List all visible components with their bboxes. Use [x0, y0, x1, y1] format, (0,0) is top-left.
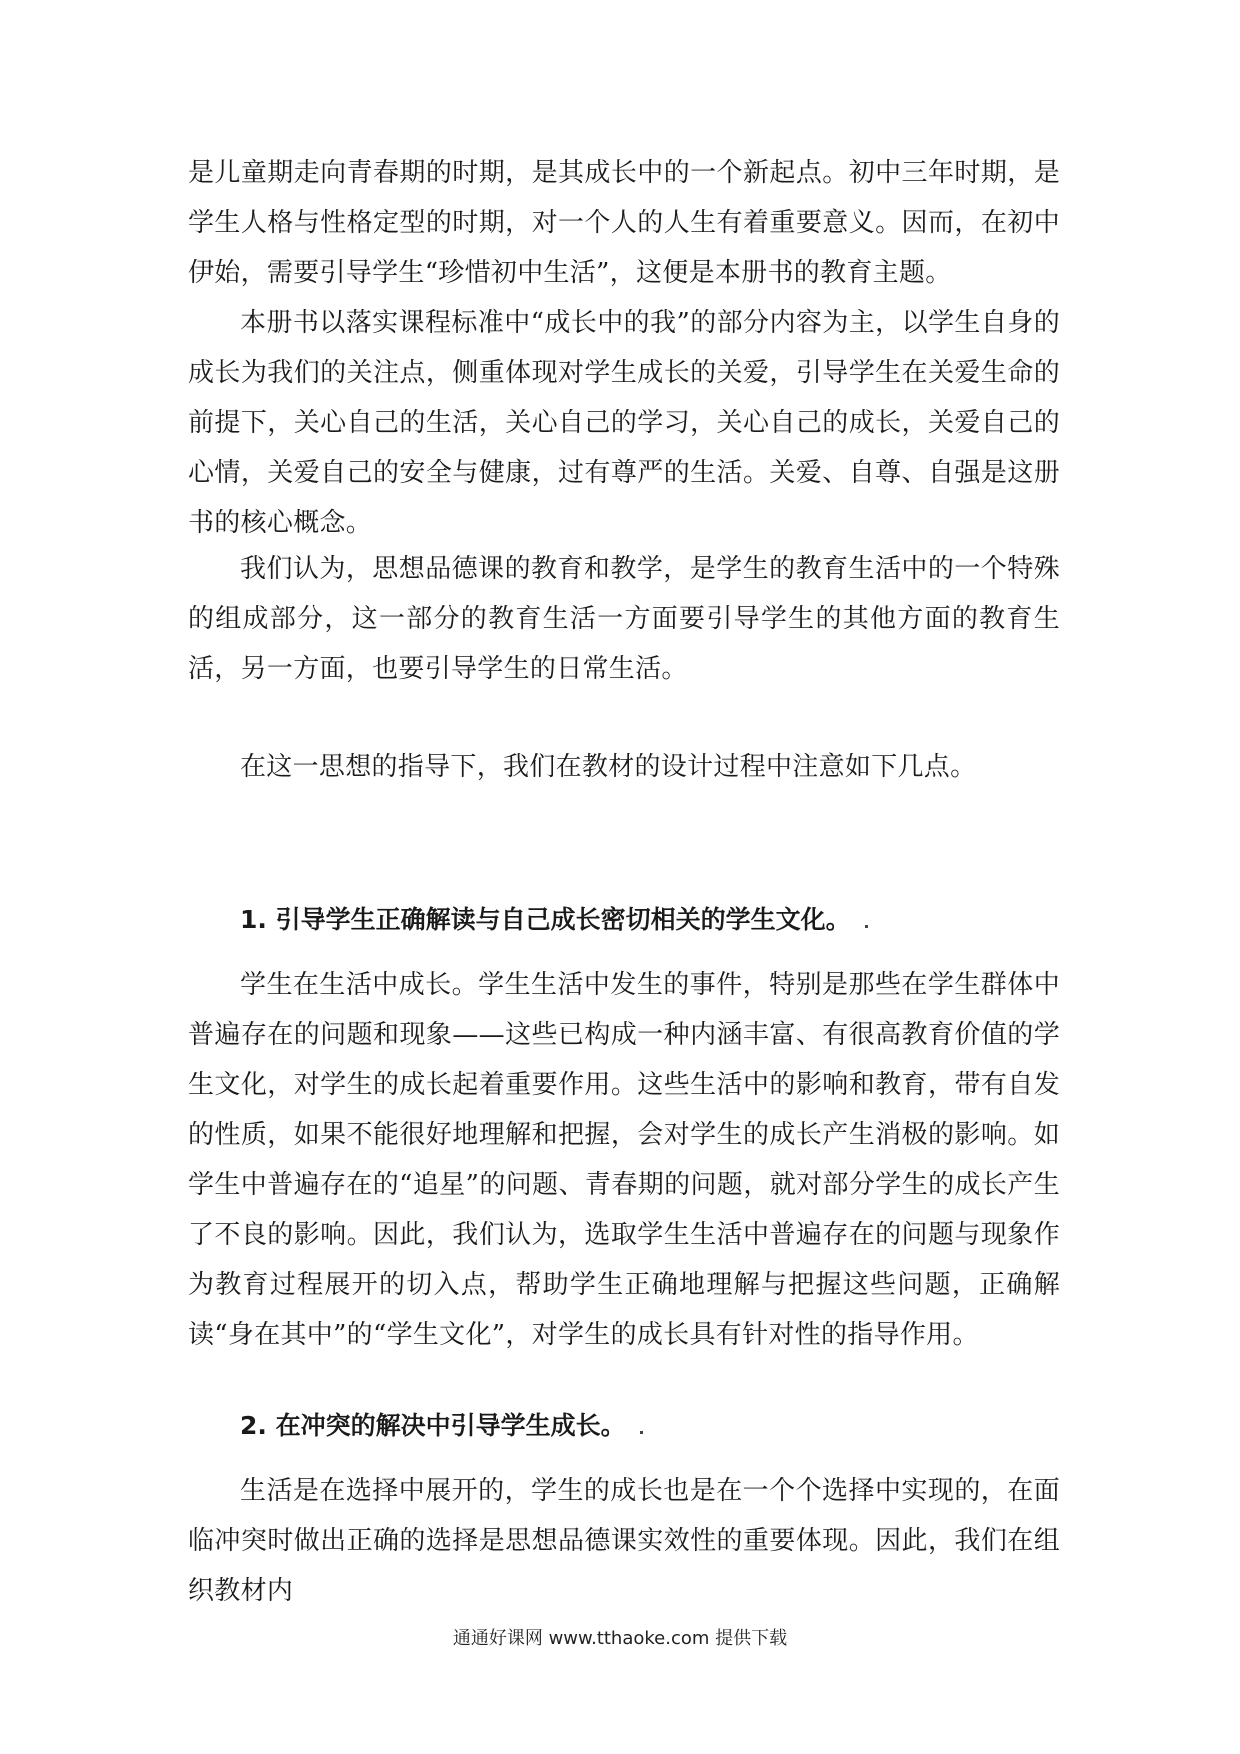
- section-2-body: 生活是在选择中展开的，学生的成长也是在一个个选择中实现的，在面临冲突时做出正确的选择是思想品德课实效性的重要体现。因此，我们在组织教材内: [188, 1476, 1060, 1606]
- heading-end-mark: [640, 1431, 643, 1434]
- section-1-body: 学生在生活中成长。学生生活中发生的事件，特别是那些在学生群体中普遍存在的问题和现象——这些已构成一种内涵丰富、有很高教育价值的学生文化，对学生的成长起着重要作用。这些生活中的影响和教育，带有自发的性质，如果不能很好地理解和把握，会对学生的成长产生消极的影响。如学生中普遍存在的“追星”的问题、青春期的问题，就对部分学生的成长产生了不良的影响。因此，我们认为，选取学生生活中普遍存在的问题与现象作为教育过程展开的切入点，帮助学生正确地理解与把握这些问题，正确解读“身在其中”的“学生文化”，对学生的成长具有针对性的指导作用。: [188, 970, 1060, 1350]
- book-focus-paragraph: 本册书以落实课程标准中“成长中的我”的部分内容为主，以学生自身的成长为我们的关注点，侧重体现对学生成长的关爱，引导学生在关爱生命的前提下，关心自己的生活，关心自己的学习，关心自己的成长，关爱自己的心情，关爱自己的安全与健康，过有尊严的生活。关爱、自尊、自强是这册书的核心概念。: [188, 308, 1060, 538]
- section-2-heading: [240, 1406, 1060, 1446]
- view-paragraph: 我们认为，思想品德课的教育和教学，是学生的教育生活中的一个特殊的组成部分，这一部分的教育生活一方面要引导学生的其他方面的教育生活，另一方面，也要引导学生的日常生活。: [188, 554, 1060, 684]
- guidance-paragraph: 在这一思想的指导下，我们在教材的设计过程中注意如下几点。: [240, 752, 977, 782]
- download-footer: 通通好课网 www.tthaoke.com 提供下载: [452, 1628, 788, 1649]
- heading-end-mark: [865, 925, 868, 928]
- section-1-heading-text: 1. 引导学生正确解读与自己成长密切相关的学生文化。: [240, 905, 851, 934]
- section-2-heading-text: 2. 在冲突的解决中引导学生成长。: [240, 1411, 626, 1440]
- section-1-heading: [240, 900, 1060, 940]
- intro-continuation-paragraph: 是儿童期走向青春期的时期，是其成长中的一个新起点。初中三年时期，是学生人格与性格定型的时期，对一个人的人生有着重要意义。因而，在初中伊始，需要引导学生“珍惜初中生活”，这便是本册书的教育主题。: [188, 158, 1060, 288]
